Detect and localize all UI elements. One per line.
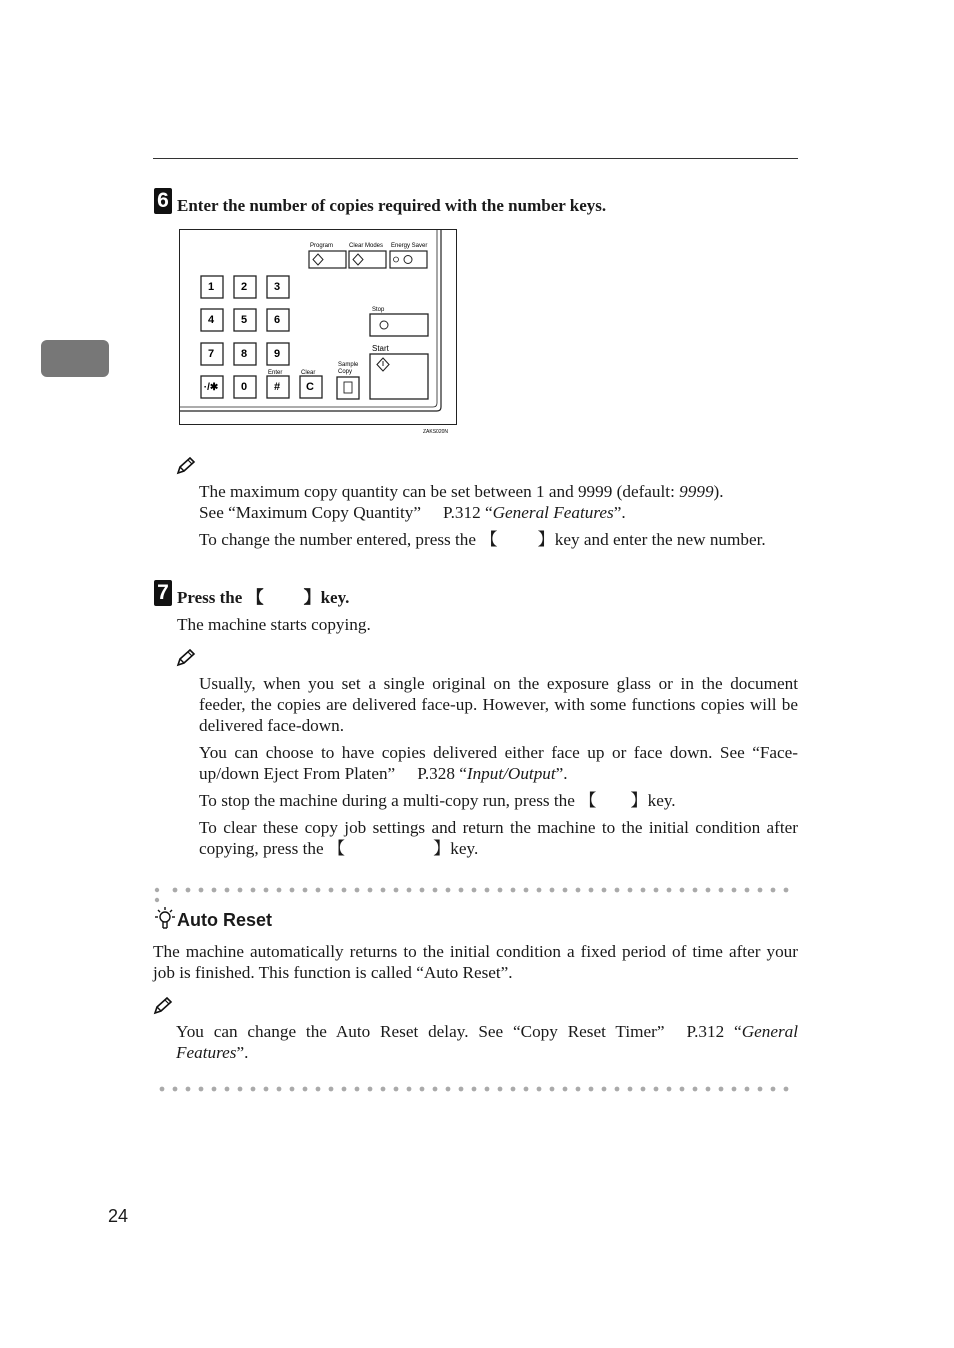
svg-text:1: 1 bbox=[207, 281, 215, 293]
step-number-7: 7 bbox=[154, 580, 172, 606]
illustration-code: ZAKS020N bbox=[423, 429, 449, 435]
svg-text:6: 6 bbox=[273, 314, 281, 326]
label-program: Program bbox=[310, 243, 334, 249]
start-button bbox=[370, 354, 428, 399]
pencil-note-icon bbox=[176, 648, 196, 668]
dotted-separator-bottom bbox=[153, 1079, 798, 1085]
header-rule bbox=[153, 158, 798, 159]
label-start: Start bbox=[372, 344, 389, 353]
dotted-corner bbox=[154, 885, 164, 903]
chapter-tab bbox=[41, 340, 109, 377]
svg-text:8: 8 bbox=[240, 348, 248, 360]
svg-text:9: 9 bbox=[273, 348, 281, 360]
auto-reset-title: Auto Reset bbox=[177, 910, 273, 930]
label-sample: Sample bbox=[338, 362, 359, 368]
pencil-note-icon bbox=[153, 996, 173, 1016]
svg-text:5: 5 bbox=[240, 314, 248, 326]
note-face-choice: You can choose to have copies delivered either face up or face down. See “Face-up/down Eject From Platen” P.328 “Input/Output”. bbox=[199, 743, 798, 783]
svg-text:C: C bbox=[306, 381, 314, 393]
key-0 bbox=[234, 376, 256, 398]
key-1 bbox=[201, 276, 223, 298]
note-max-quantity: The maximum copy quantity can be set between 1 and 9999 (default: 9999). See “Maximum Copy Quantity” P.312 “General Features”. bbox=[199, 482, 724, 522]
step-7-result: The machine starts copying. bbox=[177, 615, 371, 634]
sample-copy-button bbox=[337, 377, 359, 399]
svg-text:0: 0 bbox=[240, 381, 248, 393]
label-energy-saver: Energy Saver bbox=[391, 243, 428, 249]
key-dot-star bbox=[201, 376, 223, 398]
control-panel-illustration bbox=[179, 229, 457, 435]
note-change-number: To change the number entered, press the 【 】key and enter the new number. bbox=[199, 530, 766, 549]
label-copy: Copy bbox=[338, 369, 353, 375]
label-enter: Enter bbox=[268, 370, 283, 376]
svg-text:·/✱: ·/✱ bbox=[203, 382, 219, 393]
key-8 bbox=[234, 343, 256, 365]
key-2 bbox=[234, 276, 256, 298]
page-number: 24 bbox=[108, 1206, 129, 1226]
dotted-separator-top bbox=[153, 880, 798, 886]
key-6 bbox=[267, 309, 289, 331]
label-clear: Clear bbox=[301, 370, 316, 376]
pencil-note-icon bbox=[176, 456, 196, 476]
stop-button bbox=[370, 314, 428, 336]
key-9 bbox=[267, 343, 289, 365]
svg-text:4: 4 bbox=[207, 314, 215, 326]
key-4 bbox=[201, 309, 223, 331]
svg-text:3: 3 bbox=[273, 281, 281, 293]
label-stop: Stop bbox=[372, 307, 385, 313]
step-number-6: 6 bbox=[154, 188, 172, 214]
key-5 bbox=[234, 309, 256, 331]
label-clear-modes: Clear Modes bbox=[349, 243, 384, 249]
auto-reset-body: The machine automatically returns to the initial condition a fixed period of time after your job is finished. This function is called “Auto Reset”. bbox=[153, 942, 798, 982]
lightbulb-icon bbox=[154, 906, 176, 932]
key-3 bbox=[267, 276, 289, 298]
key-enter-hash bbox=[267, 376, 289, 398]
note-clear-settings: To clear these copy job settings and return the machine to the initial condition after copying, press the 【 】key. bbox=[199, 818, 798, 858]
note-stop-machine: To stop the machine during a multi-copy run, press the 【 】key. bbox=[199, 791, 676, 810]
note-face-up: Usually, when you set a single original on the exposure glass or in the document feeder, the copies are delivered face-up. However, with some functions copies will be delivered face-down. bbox=[199, 674, 798, 735]
key-7 bbox=[201, 343, 223, 365]
energy-saver-button bbox=[390, 251, 427, 268]
program-button bbox=[309, 251, 346, 268]
svg-text:7: 7 bbox=[207, 348, 215, 360]
step-6-text: Enter the number of copies required with the number keys. bbox=[177, 196, 607, 215]
auto-reset-note: You can change the Auto Reset delay. See “Copy Reset Timer” P.312 “General Features”. bbox=[176, 1022, 799, 1062]
control-panel-svg bbox=[179, 229, 457, 439]
key-clear-c bbox=[300, 376, 322, 398]
step-7-text: Press the 【 】key. bbox=[177, 588, 350, 607]
svg-text:2: 2 bbox=[240, 281, 248, 293]
clear-modes-button bbox=[349, 251, 386, 268]
svg-text:#: # bbox=[273, 381, 281, 393]
